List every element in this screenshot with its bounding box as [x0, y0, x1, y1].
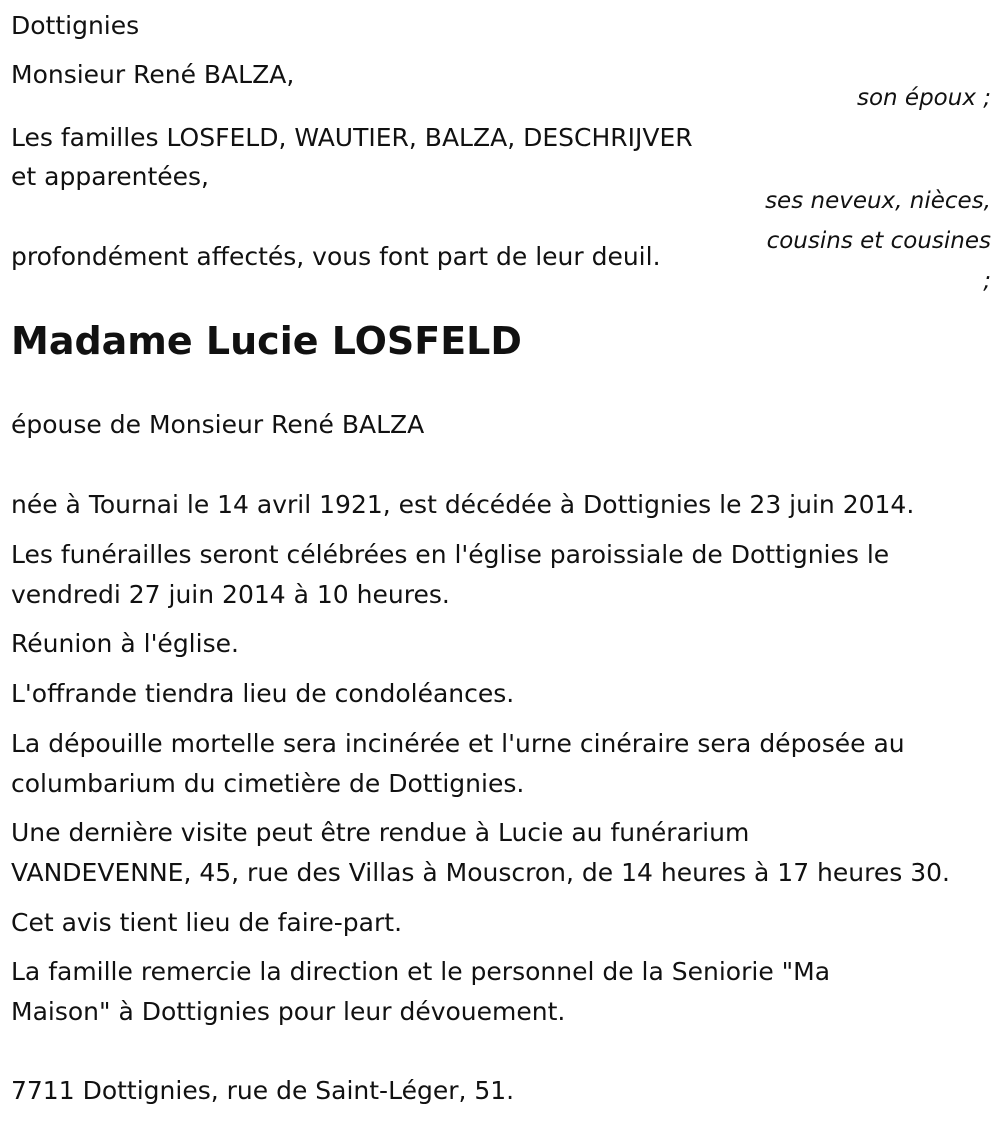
- relatives-role-2: cousins et cousines: [766, 228, 991, 254]
- meeting-line: Réunion à l'église.: [11, 629, 239, 658]
- birth-death-line: née à Tournai le 14 avril 1921, est décédée à Dottignies le 23 juin 2014.: [11, 490, 915, 519]
- visit-line-1: Une dernière visite peut être rendue à Lucie au funérarium: [11, 818, 750, 847]
- visit-line-2: VANDEVENNE, 45, rue des Villas à Mouscron, de 14 heures à 17 heures 30.: [11, 858, 950, 887]
- husband-name: Monsieur René BALZA,: [11, 60, 295, 89]
- deceased-name: Madame Lucie LOSFELD: [11, 319, 522, 363]
- remains-line-2: columbarium du cimetière de Dottignies.: [11, 769, 525, 798]
- offering-line: L'offrande tiendra lieu de condoléances.: [11, 679, 515, 708]
- relatives-role-3: ;: [983, 268, 991, 294]
- husband-role: son époux ;: [856, 85, 991, 111]
- spouse-line: épouse de Monsieur René BALZA: [11, 410, 425, 439]
- place-heading: Dottignies: [11, 11, 140, 40]
- funeral-line-2: vendredi 27 juin 2014 à 10 heures.: [11, 580, 450, 609]
- funeral-line-1: Les funérailles seront célébrées en l'église paroissiale de Dottignies le: [11, 540, 890, 569]
- address-line: 7711 Dottignies, rue de Saint-Léger, 51.: [11, 1076, 515, 1105]
- thanks-line-1: La famille remercie la direction et le personnel de la Seniorie "Ma: [11, 957, 831, 986]
- families-line-2: et apparentées,: [11, 162, 209, 191]
- remains-line-1: La dépouille mortelle sera incinérée et l'urne cinéraire sera déposée au: [11, 729, 905, 758]
- thanks-line-2: Maison" à Dottignies pour leur dévouement.: [11, 997, 566, 1026]
- families-line-1: Les familles LOSFELD, WAUTIER, BALZA, DESCHRIJVER: [11, 123, 693, 152]
- notice-line: Cet avis tient lieu de faire-part.: [11, 908, 403, 937]
- relatives-role-1: ses neveux, nièces,: [765, 188, 991, 214]
- announcement-text: profondément affectés, vous font part de leur deuil.: [11, 242, 661, 271]
